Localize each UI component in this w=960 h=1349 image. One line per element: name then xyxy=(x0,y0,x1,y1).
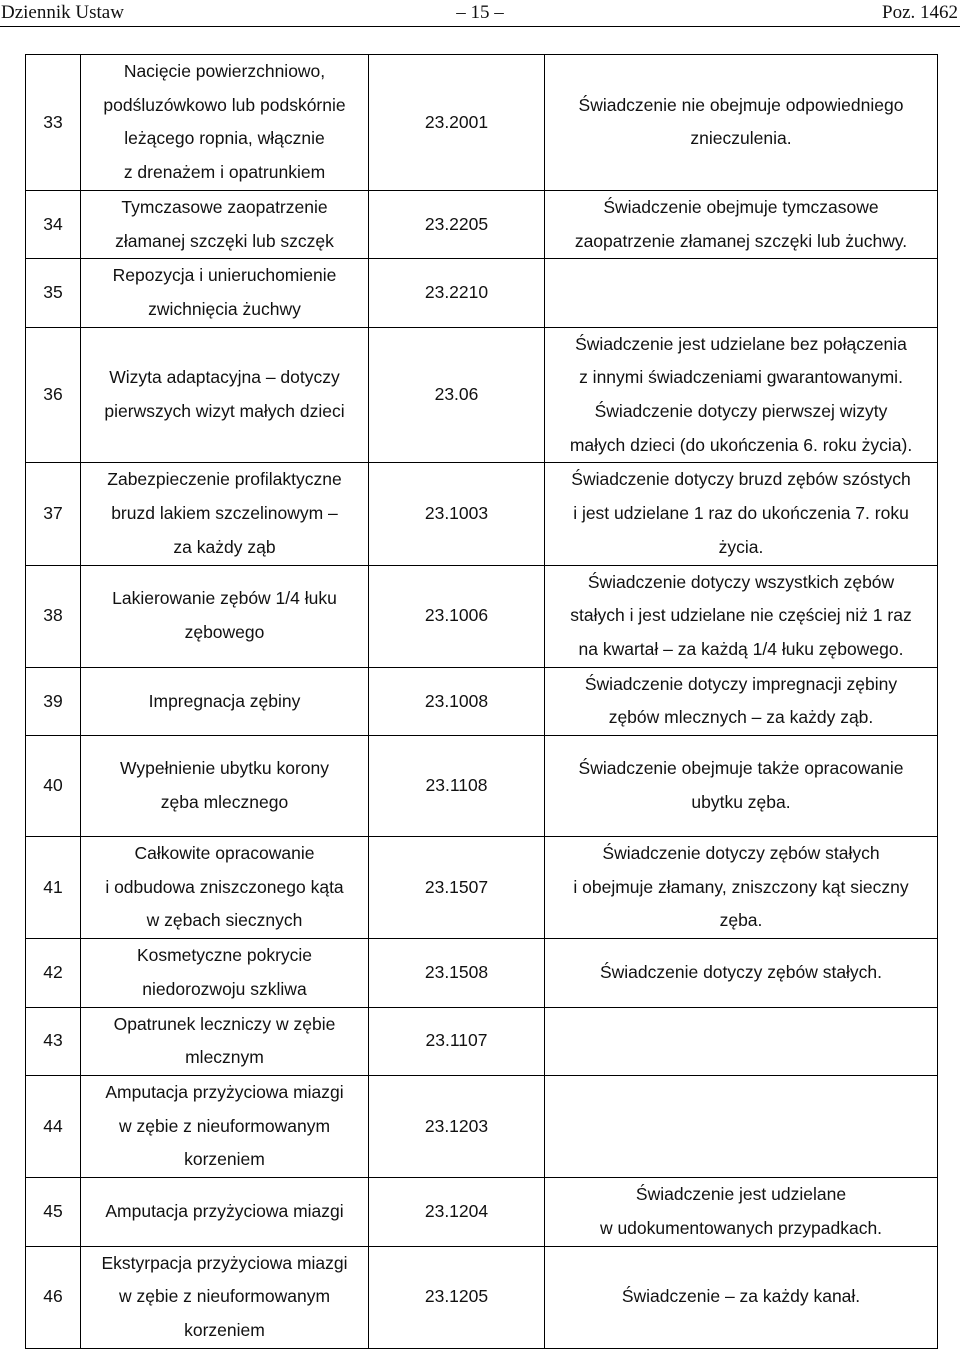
row-number: 41 xyxy=(26,837,81,939)
page-number: – 15 – xyxy=(456,2,504,23)
table-row xyxy=(26,1007,938,1075)
benefit-description-line: małych dzieci (do ukończenia 6. roku życia). xyxy=(569,434,913,455)
benefit-name xyxy=(81,1246,369,1348)
benefit-name-line: w zębie z nieuformowanym xyxy=(118,1286,331,1307)
benefit-code: 23.1204 xyxy=(369,1178,545,1246)
table-row xyxy=(26,55,938,191)
row-number: 40 xyxy=(26,736,81,837)
row-number: 38 xyxy=(26,565,81,667)
benefit-description-line: z innymi świadczeniami gwarantowanymi. xyxy=(579,367,903,388)
benefit-description xyxy=(545,1246,938,1348)
benefit-description-line: Świadczenie dotyczy zębów stałych xyxy=(602,843,880,864)
benefit-name-line: zęba mlecznego xyxy=(160,792,289,813)
benefit-description xyxy=(545,565,938,667)
benefit-name-line: Kosmetyczne pokrycie xyxy=(136,945,313,966)
benefit-name-line: Wizyta adaptacyjna – dotyczy xyxy=(109,367,340,388)
benefit-description-line: Świadczenie dotyczy pierwszej wizyty xyxy=(594,401,888,422)
benefit-description-line: i jest udzielane 1 raz do ukończenia 7. roku xyxy=(573,503,909,524)
benefit-name-line: bruzd lakiem szczelinowym – xyxy=(111,503,338,524)
row-number: 44 xyxy=(26,1075,81,1177)
benefit-description-line: i obejmuje złamany, zniszczony kąt sieczny xyxy=(573,876,909,897)
benefit-description xyxy=(545,190,938,258)
benefit-name-line: i odbudowa zniszczonego kąta xyxy=(105,876,344,897)
benefit-name-line: za każdy ząb xyxy=(173,536,276,557)
row-number: 34 xyxy=(26,190,81,258)
benefit-code: 23.2210 xyxy=(369,259,545,327)
benefit-name-line: podśluzówkowo lub podskórnie xyxy=(103,94,346,115)
benefit-name xyxy=(81,1007,369,1075)
benefit-description xyxy=(545,327,938,463)
benefit-description-line: Świadczenie obejmuje także opracowanie xyxy=(578,758,904,779)
table-row xyxy=(26,327,938,463)
benefit-name-line: w zębie z nieuformowanym xyxy=(118,1115,331,1136)
table-row xyxy=(26,1178,938,1246)
benefit-name-line: Amputacja przyżyciowa miazgi xyxy=(105,1200,344,1221)
benefit-name xyxy=(81,837,369,939)
benefit-description xyxy=(545,1007,938,1075)
position-number: Poz. 1462 xyxy=(882,2,958,23)
benefit-name-line: Amputacja przyżyciowa miazgi xyxy=(105,1081,344,1102)
benefit-description-line: stałych i jest udzielane nie częściej niż 1 raz xyxy=(570,605,912,626)
benefit-name xyxy=(81,327,369,463)
benefit-description-line: Świadczenie nie obejmuje odpowiedniego xyxy=(578,94,904,115)
benefit-description xyxy=(545,55,938,191)
benefit-name-line: w zębach siecznych xyxy=(146,910,303,931)
benefit-name xyxy=(81,565,369,667)
benefit-code: 23.1507 xyxy=(369,837,545,939)
benefit-description-line: Świadczenie – za każdy kanał. xyxy=(621,1286,861,1307)
journal-title: Dziennik Ustaw xyxy=(1,2,124,23)
benefit-name-line: leżącego ropnia, włącznie xyxy=(124,128,325,149)
table-row xyxy=(26,1246,938,1348)
row-number: 36 xyxy=(26,327,81,463)
benefit-name xyxy=(81,736,369,837)
benefit-name xyxy=(81,190,369,258)
table-row xyxy=(26,939,938,1007)
benefit-name-line: mlecznym xyxy=(185,1047,264,1068)
benefit-description-line: Świadczenie dotyczy wszystkich zębów xyxy=(587,571,895,592)
row-number: 42 xyxy=(26,939,81,1007)
benefit-name-line: zębowego xyxy=(184,622,265,643)
benefit-description xyxy=(545,463,938,565)
benefit-code: 23.1203 xyxy=(369,1075,545,1177)
benefits-table xyxy=(25,54,938,1349)
benefit-name xyxy=(81,939,369,1007)
page-header xyxy=(0,0,960,27)
benefit-description xyxy=(545,1075,938,1177)
benefit-name-line: Impregnacja zębiny xyxy=(148,690,301,711)
table-row xyxy=(26,565,938,667)
benefit-name-line: Repozycja i unieruchomienie xyxy=(112,265,337,286)
benefit-description xyxy=(545,939,938,1007)
benefit-code: 23.06 xyxy=(369,327,545,463)
benefit-name xyxy=(81,463,369,565)
benefit-description-line: Świadczenie jest udzielane bez połączenia xyxy=(575,333,907,354)
table-row xyxy=(26,463,938,565)
row-number: 35 xyxy=(26,259,81,327)
row-number: 45 xyxy=(26,1178,81,1246)
benefit-code: 23.1508 xyxy=(369,939,545,1007)
benefit-name xyxy=(81,1075,369,1177)
row-number: 39 xyxy=(26,667,81,735)
benefit-name-line: Nacięcie powierzchniowo, xyxy=(123,61,326,81)
row-number: 37 xyxy=(26,463,81,565)
benefit-name-line: z drenażem i opatrunkiem xyxy=(123,162,326,183)
benefit-description-line: na kwartał – za każdą 1/4 łuku zębowego. xyxy=(578,638,904,659)
benefit-code: 23.1006 xyxy=(369,565,545,667)
benefit-code: 23.1003 xyxy=(369,463,545,565)
benefit-name-line: pierwszych wizyt małych dzieci xyxy=(104,401,345,422)
benefit-name-line: korzeniem xyxy=(184,1149,265,1170)
benefit-description-line: Świadczenie dotyczy zębów stałych. xyxy=(599,962,883,983)
benefit-name-line: niedorozwoju szkliwa xyxy=(142,978,307,999)
benefit-code: 23.1008 xyxy=(369,667,545,735)
benefit-description-line: zęba. xyxy=(719,910,763,931)
benefit-description-line: Świadczenie obejmuje tymczasowe xyxy=(603,196,879,217)
benefit-description xyxy=(545,259,938,327)
benefit-description xyxy=(545,1178,938,1246)
benefit-name-line: Zabezpieczenie profilaktyczne xyxy=(107,469,342,490)
benefit-name xyxy=(81,1178,369,1246)
benefit-name-line: Lakierowanie zębów 1/4 łuku xyxy=(112,588,337,609)
benefit-name-line: Całkowite opracowanie xyxy=(134,843,315,864)
benefit-description xyxy=(545,837,938,939)
benefit-description-line: Świadczenie dotyczy bruzd zębów szóstych xyxy=(571,469,911,490)
benefit-name-line: Wypełnienie ubytku korony xyxy=(120,758,329,779)
benefit-description xyxy=(545,667,938,735)
benefit-name xyxy=(81,259,369,327)
benefit-description xyxy=(545,736,938,837)
row-number: 46 xyxy=(26,1246,81,1348)
benefit-description-line: zaopatrzenie złamanej szczęki lub żuchwy. xyxy=(574,230,908,251)
benefit-code: 23.1205 xyxy=(369,1246,545,1348)
benefit-name-line: Tymczasowe zaopatrzenie xyxy=(121,196,328,217)
table-row xyxy=(26,837,938,939)
table-row xyxy=(26,1075,938,1177)
benefit-code: 23.2205 xyxy=(369,190,545,258)
row-number: 43 xyxy=(26,1007,81,1075)
benefit-name-line: zwichnięcia żuchwy xyxy=(148,298,301,319)
table-row xyxy=(26,736,938,837)
benefit-name xyxy=(81,667,369,735)
benefit-description-line: ubytku zęba. xyxy=(691,792,791,813)
benefit-code: 23.1108 xyxy=(369,736,545,837)
benefit-description-line: znieczulenia. xyxy=(690,128,792,149)
benefit-name-line: Ekstyrpacja przyżyciowa miazgi xyxy=(101,1252,348,1273)
benefit-description-line: Świadczenie dotyczy impregnacji zębiny xyxy=(584,673,898,694)
benefit-code: 23.1107 xyxy=(369,1007,545,1075)
benefit-description-line: życia. xyxy=(718,536,764,557)
table-row xyxy=(26,667,938,735)
benefit-name-line: złamanej szczęki lub szczęk xyxy=(115,230,334,251)
benefit-description-line: Świadczenie jest udzielane xyxy=(635,1184,847,1205)
benefit-name-line: Opatrunek leczniczy w zębie xyxy=(113,1013,336,1034)
table-row xyxy=(26,190,938,258)
benefit-name-line: korzeniem xyxy=(184,1319,265,1340)
benefit-code: 23.2001 xyxy=(369,55,545,191)
benefit-description-line: w udokumentowanych przypadkach. xyxy=(599,1217,883,1238)
benefit-name xyxy=(81,55,369,191)
row-number: 33 xyxy=(26,55,81,191)
benefit-description-line: zębów mlecznych – za każdy ząb. xyxy=(608,707,874,728)
table-row xyxy=(26,259,938,327)
